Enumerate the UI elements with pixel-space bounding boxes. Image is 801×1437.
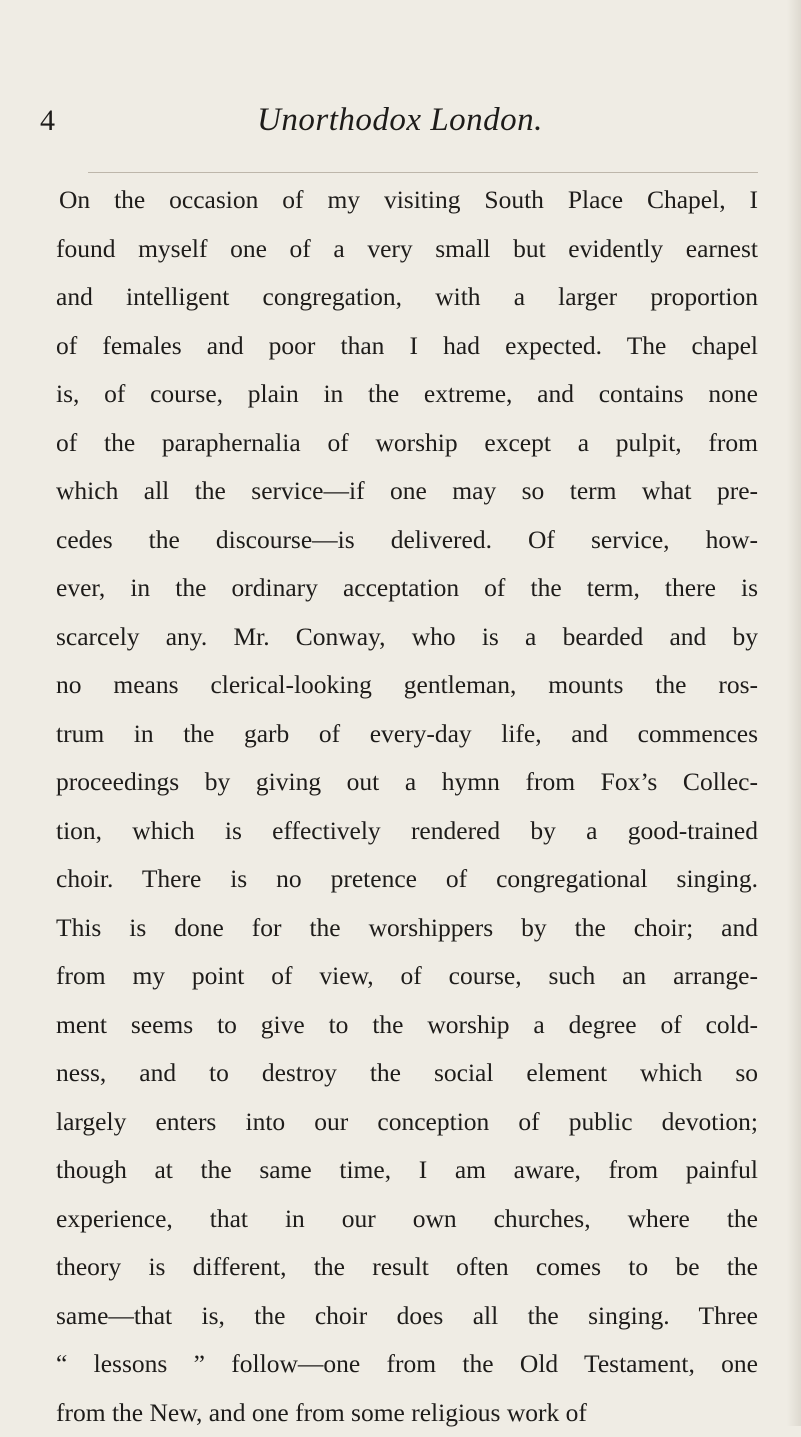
text-line: theory is different, the result often comes to be the	[56, 1243, 758, 1292]
text-line: though at the same time, I am aware, from painful	[56, 1146, 758, 1195]
text-line: This is done for the worshippers by the choir; and	[56, 904, 758, 953]
text-line: found myself one of a very small but evidently earnest	[56, 225, 758, 274]
text-line: choir. There is no pretence of congregational singing.	[56, 855, 758, 904]
text-line: of the paraphernalia of worship except a pulpit, from	[56, 419, 758, 468]
running-title: Unorthodox London.	[40, 102, 760, 139]
text-line: trum in the garb of every-day life, and commences	[56, 710, 758, 759]
text-line: “ lessons ” follow—one from the Old Testament, one	[56, 1340, 758, 1389]
page-edge-shadow	[787, 0, 801, 1426]
text-line: experience, that in our own churches, where the	[56, 1195, 758, 1244]
body-text	[56, 176, 758, 1437]
text-line: ment seems to give to the worship a degree of cold-	[56, 1001, 758, 1050]
text-line: proceedings by giving out a hymn from Fox’s Collec-	[56, 758, 758, 807]
text-line: largely enters into our conception of public devotion;	[56, 1098, 758, 1147]
text-line: which all the service—if one may so term what pre-	[56, 467, 758, 516]
text-line: is, of course, plain in the extreme, and contains none	[56, 370, 758, 419]
page-header	[40, 82, 760, 142]
text-line: from my point of view, of course, such an arrange-	[56, 952, 758, 1001]
text-line: of females and poor than I had expected. The chapel	[56, 322, 758, 371]
text-line: same—that is, the choir does all the singing. Three	[56, 1292, 758, 1341]
header-rule	[88, 172, 758, 173]
text-line: from the New, and one from some religious work of	[56, 1389, 758, 1437]
text-line: ever, in the ordinary acceptation of the term, there is	[56, 564, 758, 613]
text-line: cedes the discourse—is delivered. Of service, how-	[56, 516, 758, 565]
page-number: 4	[40, 104, 55, 138]
text-line: tion, which is effectively rendered by a good-trained	[56, 807, 758, 856]
text-line: On the occasion of my visiting South Place Chapel, I	[56, 176, 758, 225]
text-line: and intelligent congregation, with a larger proportion	[56, 273, 758, 322]
text-line: scarcely any. Mr. Conway, who is a bearded and by	[56, 613, 758, 662]
text-line: ness, and to destroy the social element which so	[56, 1049, 758, 1098]
text-line: no means clerical-looking gentleman, mounts the ros-	[56, 661, 758, 710]
